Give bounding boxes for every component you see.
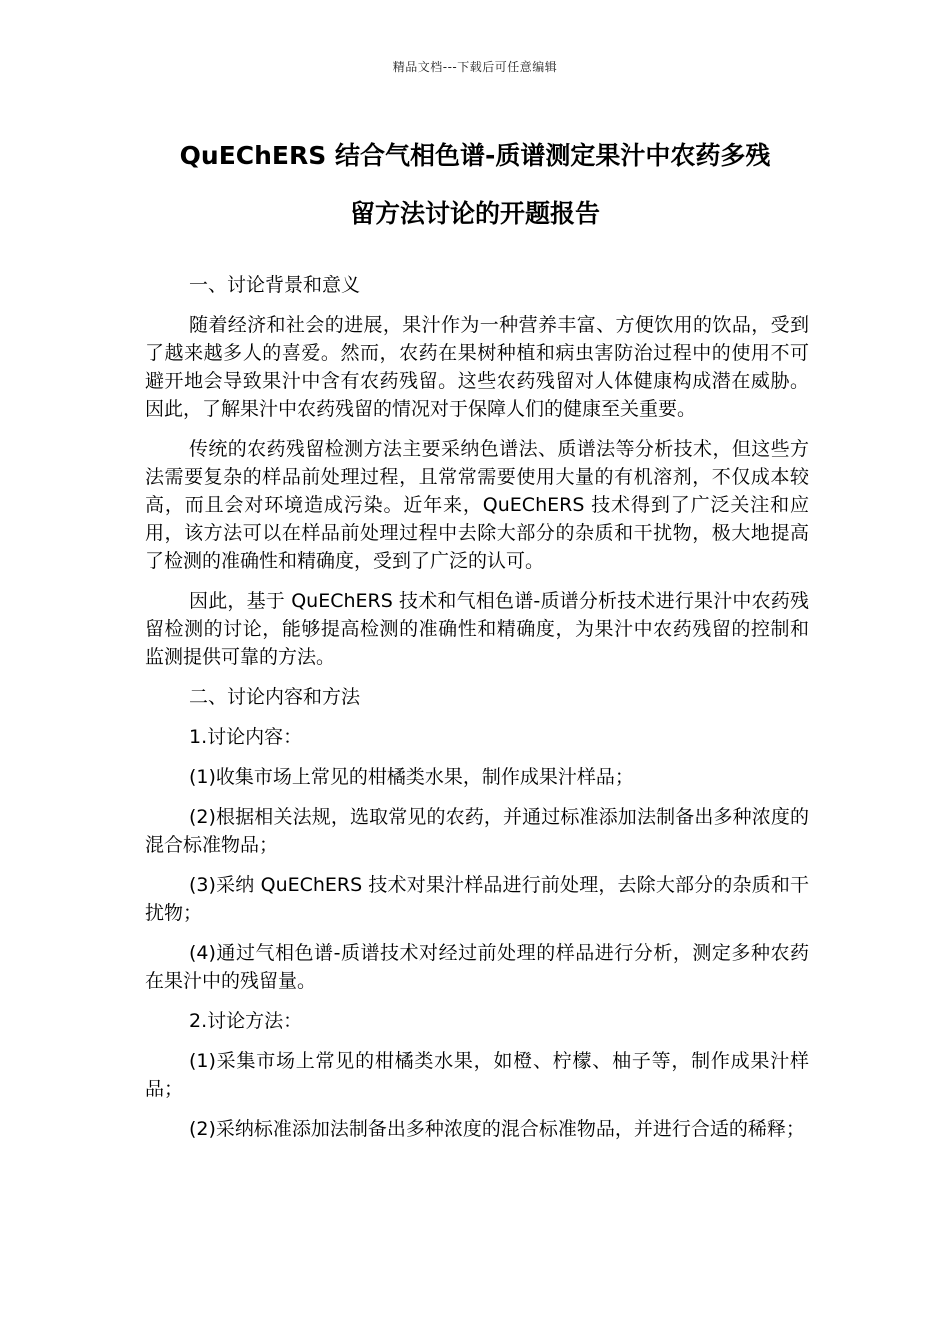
list-item: (3)采纳 QuEChERS 技术对果汁样品进行前处理，去除大部分的杂质和干扰物； (145, 874, 809, 924)
document-title-line-1: QuEChERS 结合气相色谱-质谱测定果汁中农药多残 (179, 141, 771, 170)
list-item: (4)通过气相色谱-质谱技术对经过前处理的样品进行分析，测定多种农药在果汁中的残留量。 (145, 942, 809, 992)
section-heading-content-methods: 二、讨论内容和方法 (189, 686, 361, 708)
body-paragraph: 传统的农药残留检测方法主要采纳色谱法、质谱法等分析技术，但这些方法需要复杂的样品前处理过程，且常常需要使用大量的有机溶剂，不仅成本较高，而且会对环境造成污染。近年来，QuEChERS 技术得到了广泛关注和应用，该方法可以在样品前处理过程中去除大部分的杂质和干扰物，极大地提高了检测的准确性和精确度，受到了广泛的认可。 (145, 438, 809, 572)
subheading-content: 1.讨论内容： (189, 726, 303, 748)
section-heading-background: 一、讨论背景和意义 (189, 274, 361, 296)
list-item: (1)收集市场上常见的柑橘类水果，制作成果汁样品； (189, 766, 634, 788)
list-item: (2)根据相关法规，选取常见的农药，并通过标准添加法制备出多种浓度的混合标准物品； (145, 806, 809, 856)
header-note: 精品文档---下载后可任意编辑 (392, 60, 558, 74)
body-paragraph: 随着经济和社会的进展，果汁作为一种营养丰富、方便饮用的饮品，受到了越来越多人的喜爱。然而，农药在果树种植和病虫害防治过程中的使用不可避开地会导致果汁中含有农药残留。这些农药残留对人体健康构成潜在威胁。因此，了解果汁中农药残留的情况对于保障人们的健康至关重要。 (145, 314, 809, 420)
body-paragraph: 因此，基于 QuEChERS 技术和气相色谱-质谱分析技术进行果汁中农药残留检测的讨论，能够提高检测的准确性和精确度，为果汁中农药残留的控制和监测提供可靠的方法。 (145, 590, 809, 668)
list-item: (1)采集市场上常见的柑橘类水果，如橙、柠檬、柚子等，制作成果汁样品； (145, 1050, 809, 1100)
document-title-line-2: 留方法讨论的开题报告 (349, 199, 600, 228)
document-body (145, 271, 809, 1155)
list-item: (2)采纳标准添加法制备出多种浓度的混合标准物品，并进行合适的稀释； (189, 1118, 805, 1140)
subheading-methods: 2.讨论方法： (189, 1010, 303, 1032)
